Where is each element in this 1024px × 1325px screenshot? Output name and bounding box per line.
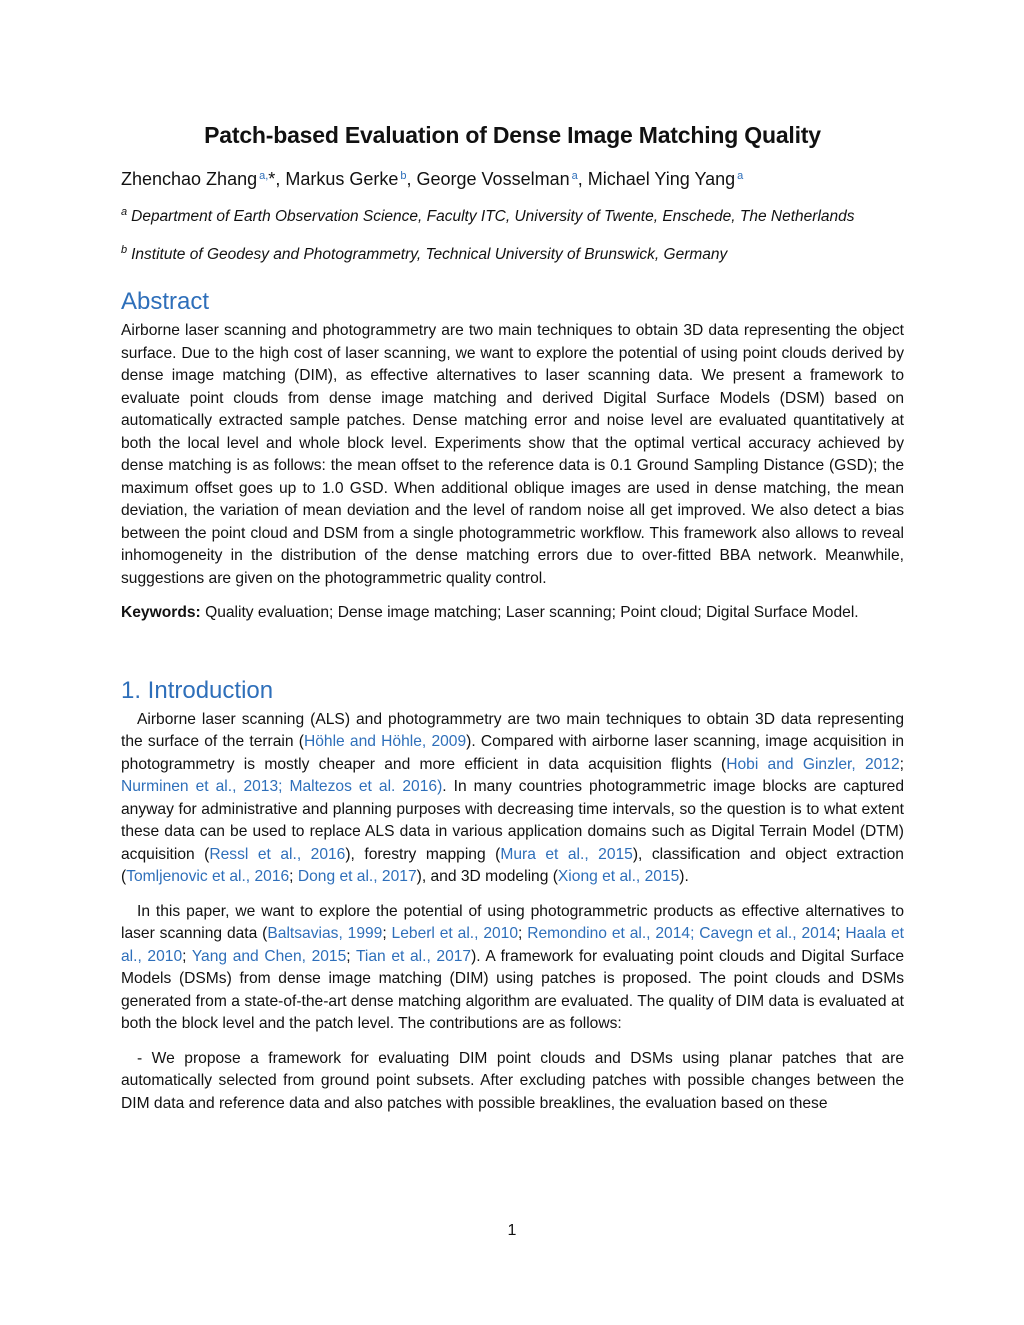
citation-link[interactable]: Tian et al., 2017 [355,947,472,965]
author-name: George Vosselman [416,169,570,189]
paragraph-text: ; [346,947,356,965]
affiliation-a [121,206,904,226]
citation-link[interactable]: Yang and Chen, 2015 [191,947,347,965]
paragraph-text: ; [836,925,846,942]
author-name: Michael Ying Yang [587,169,736,189]
affiliation-mark: b [121,244,128,256]
paragraph-text: ). A framework for evaluating point clouds and Digital Surface Models (DSMs) from dense image matching (DIM) using patches is proposed. The point clouds and DSMs generated from a state-of-the-art dense matching algorithm are evaluated. The quality of DIM data is evaluated at both the block level and the patch level. The contributions are as follows: [121,947,905,1032]
author-list: Zhenchao Zhang $^{a,}$*, Markus Gerke $^b$, George Vosselman $^a$, Michael Ying Yang $^a$ [121,169,744,189]
affiliation-mark: a [121,206,128,218]
affiliation-b [121,244,904,264]
paragraph-text: . In many countries photogrammetric image blocks are captured anyway for administrative and planning purposes with decreasing time intervals, so the question is to what extent these data can be used to replace ALS data in various application domains such as Digital Terrain Model (DTM) acquisition ( [121,778,904,863]
paragraph-text: ; [289,868,298,885]
citation-link[interactable]: Nurminen et al., 2013; Maltezos et al. 2016) [121,778,443,795]
paragraph-text: ), and 3D modeling ( [416,868,558,885]
abstract-heading: Abstract [121,288,210,315]
author-affiliation-mark: a [737,170,744,182]
paragraph-text: ). Compared with airborne laser scanning, image acquisition in photogrammetry is mostly cheaper and more efficient in data acquisition flights ( [121,733,904,773]
introduction-heading: 1. Introduction [121,676,274,704]
citation-link[interactable]: Baltsavias, 1999 [267,925,383,942]
citation-link[interactable]: Haala et al., 2010 [121,925,904,965]
paragraph-text: ; [382,925,392,942]
citation-link[interactable]: Tomljenovic et al., 2016 [126,868,290,885]
author-name: Zhenchao Zhang [121,169,258,189]
paragraph-text: In this paper, we want to explore the potential of using photogrammetric products as effective alternatives to laser scanning data ( [121,902,904,942]
paper-page [121,118,904,1127]
intro-paragraph-2 [121,901,904,1036]
paragraph-text: ; [518,925,528,942]
citation-link[interactable]: Höhle and Höhle, 2009 [303,733,467,750]
paragraph-text: ), forestry mapping ( [345,845,501,863]
author-affiliation-mark: a, [259,170,269,182]
corresponding-author-mark: * [268,169,276,189]
citation-link[interactable]: Leberl et al., 2010 [391,925,519,942]
citation-link[interactable]: Dong et al., 2017 [297,868,417,885]
citation-link[interactable]: Xiong et al., 2015 [557,868,680,885]
intro-paragraph-1 [121,709,904,889]
keywords [121,602,904,625]
page-number: 1 [507,1222,517,1239]
paragraph-text: ), classification and object extraction ( [121,845,904,885]
paragraph-text: ; [899,755,904,773]
affiliation-text: Department of Earth Observation Science, Faculty ITC, University of Twente, Enschede, The Netherlands [131,208,855,225]
citation-link[interactable]: Ressl et al., 2016 [209,845,346,863]
citation-link[interactable]: Mura et al., 2015 [500,845,633,863]
paragraph-text: ). [679,868,689,885]
author-name: Markus Gerke [285,169,399,189]
author-affiliation-mark: b [400,170,407,182]
abstract-text: Airborne laser scanning and photogrammetry are two main techniques to obtain 3D data representing the object surface. Due to the high cost of laser scanning, we want to explore the potential of using point clouds derived by dense image matching (DIM), as effective alternatives to laser scanning data. We present a framework to evaluate point clouds from dense image matching and derived Digital Surface Models (DSM) based on automatically extracted sample patches. Dense matching error and noise level are evaluated quantitatively at both the local level and whole block level. Experiments show that the optimal vertical accuracy achieved by dense matching is as follows: the mean offset to the reference data is 0.1 Ground Sampling Distance (GSD); the maximum offset goes up to 1.0 GSD. When additional oblique images are used in dense matching, the mean deviation, the variation of mean deviation and the level of random noise all get improved. We also detect a bias between the point cloud and DSM from a single photogrammetric workflow. This framework also allows to reveal inhomogeneity in the distribution of the dense matching errors due to over-fitted BBA network. Meanwhile, suggestions are given on the photogrammetric quality control. [121,322,904,587]
keywords-text: Quality evaluation; Dense image matching; Laser scanning; Point cloud; Digital Surface Model. [200,604,859,621]
citation-link[interactable]: Hobi and Ginzler, 2012 [726,755,900,773]
paragraph-text: ; [182,947,192,965]
paper-title: Patch-based Evaluation of Dense Image Matching Quality [204,122,821,148]
author-affiliation-mark: a [571,170,578,182]
keywords-label: Keywords: [121,604,201,621]
paragraph-text: Airborne laser scanning (ALS) and photogrammetry are two main techniques to obtain 3D data representing the surface of the terrain ( [121,710,904,750]
affiliation-text: Institute of Geodesy and Photogrammetry, Technical University of Brunswick, Germany [131,246,728,263]
citation-link[interactable]: Remondino et al., 2014; Cavegn et al., 2014 [527,925,837,942]
intro-paragraph-3: - We propose a framework for evaluating DIM point clouds and DSMs using planar patches that are automatically selected from ground point subsets. After excluding patches with possible changes between the DIM data and reference data and also patches with possible breaklines, the evaluation based on these [121,1049,904,1112]
